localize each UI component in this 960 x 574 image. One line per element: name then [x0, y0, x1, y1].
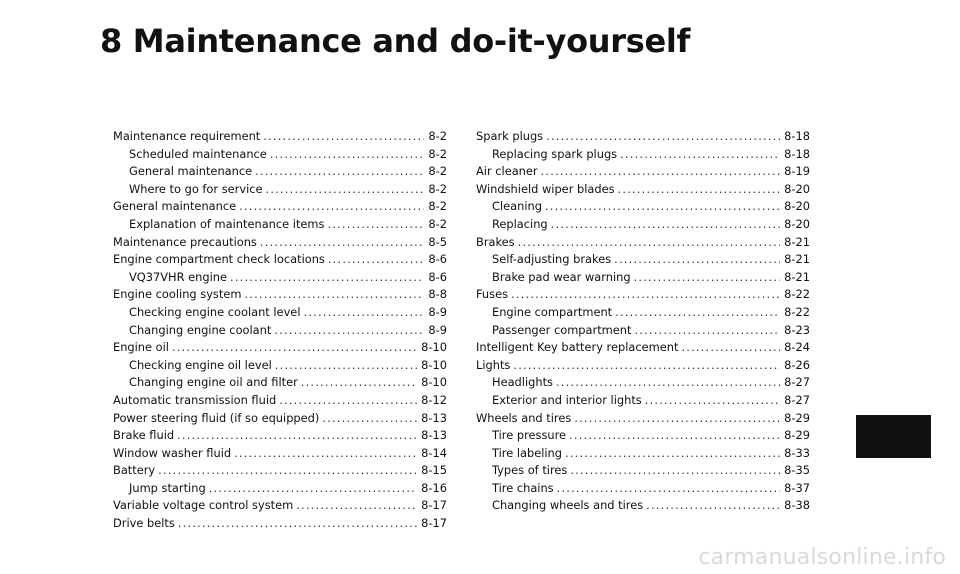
toc-entry-page: 8-27: [784, 392, 810, 407]
toc-entry[interactable]: [476, 462, 810, 480]
toc-dot-leader: [172, 339, 417, 357]
toc-entry-label: Fuses: [476, 287, 509, 302]
toc-entry-label: Jump starting: [129, 480, 206, 495]
toc-dot-leader: [266, 181, 425, 199]
toc-entry[interactable]: [476, 374, 810, 392]
toc-entry-page: 8-15: [421, 463, 447, 478]
toc-dot-leader: [275, 357, 417, 375]
toc-entry[interactable]: [113, 392, 447, 410]
toc-entry[interactable]: [476, 410, 810, 428]
toc-right-column: [476, 128, 810, 515]
toc-dot-leader: [230, 269, 424, 287]
toc-entry[interactable]: [476, 445, 810, 463]
toc-entry-page: 8-19: [784, 164, 810, 179]
toc-entry-label: General maintenance: [113, 199, 237, 214]
toc-entry[interactable]: [476, 427, 810, 445]
toc-entry-page: 8-5: [428, 234, 447, 249]
toc-entry[interactable]: [113, 128, 447, 146]
toc-entry-label: Replacing spark plugs: [492, 146, 618, 161]
toc-dot-leader: [513, 357, 780, 375]
toc-entry[interactable]: [113, 357, 447, 375]
toc-dot-leader: [618, 181, 781, 199]
toc-entry[interactable]: [476, 163, 810, 181]
toc-entry-page: 8-16: [421, 480, 447, 495]
toc-dot-leader: [511, 286, 780, 304]
toc-dot-leader: [328, 251, 425, 269]
toc-entry[interactable]: [113, 410, 447, 428]
toc-entry-label: Engine compartment: [492, 304, 613, 319]
toc-entry-label: Replacing: [492, 216, 548, 231]
toc-entry[interactable]: [113, 163, 447, 181]
toc-entry-label: Brakes: [476, 234, 515, 249]
toc-entry-page: 8-9: [428, 322, 447, 337]
toc-entry[interactable]: [113, 286, 447, 304]
toc-dot-leader: [177, 427, 417, 445]
toc-entry-label: Explanation of maintenance items: [129, 216, 325, 231]
toc-entry-label: Changing engine coolant: [129, 322, 272, 337]
toc-dot-leader: [556, 374, 780, 392]
toc-entry-label: Brake fluid: [113, 428, 175, 443]
toc-entry-label: Intelligent Key battery replacement: [476, 340, 679, 355]
toc-entry-label: Maintenance requirement: [113, 129, 261, 143]
toc-dot-leader: [569, 427, 780, 445]
toc-entry[interactable]: [113, 251, 447, 269]
toc-entry-label: Self-adjusting brakes: [492, 252, 612, 267]
toc-entry[interactable]: [476, 392, 810, 410]
toc-entry[interactable]: [113, 339, 447, 357]
toc-dot-leader: [270, 146, 425, 164]
toc-entry-page: 8-13: [421, 410, 447, 425]
toc-entry[interactable]: [476, 128, 810, 146]
toc-entry[interactable]: [113, 374, 447, 392]
chapter-title: 8 Maintenance and do-it-yourself: [100, 22, 691, 60]
toc-entry-page: 8-18: [784, 146, 810, 161]
toc-entry-page: 8-10: [421, 375, 447, 390]
toc-entry[interactable]: [476, 234, 810, 252]
toc-entry-page: 8-20: [784, 181, 810, 196]
toc-entry[interactable]: [476, 181, 810, 199]
toc-entry[interactable]: [476, 269, 810, 287]
toc-entry-page: 8-2: [428, 216, 447, 231]
toc-entry[interactable]: [476, 198, 810, 216]
toc-entry[interactable]: [476, 286, 810, 304]
toc-entry-page: 8-29: [784, 410, 810, 425]
toc-dot-leader: [570, 462, 780, 480]
watermark: carmanualsonline.info: [698, 545, 946, 570]
toc-entry-label: Window washer fluid: [113, 445, 232, 460]
toc-entry-label: Wheels and tires: [476, 410, 572, 425]
toc-entry[interactable]: [113, 497, 447, 515]
toc-dot-leader: [255, 163, 424, 181]
toc-dot-leader: [557, 480, 781, 498]
toc-entry-label: VQ37VHR engine: [129, 269, 227, 284]
toc-entry-page: 8-10: [421, 357, 447, 372]
toc-entry[interactable]: [476, 357, 810, 375]
toc-dot-leader: [301, 374, 417, 392]
toc-dot-leader: [279, 392, 417, 410]
toc-dot-leader: [322, 410, 417, 428]
toc-entry-label: General maintenance: [129, 164, 253, 179]
toc-entry[interactable]: [476, 339, 810, 357]
toc-entry-page: 8-6: [428, 252, 447, 267]
toc-entry-page: 8-22: [784, 304, 810, 319]
toc-dot-leader: [551, 216, 780, 234]
toc-entry[interactable]: [113, 146, 447, 164]
toc-entry-label: Exterior and interior lights: [492, 392, 642, 407]
toc-left-column: [113, 128, 447, 533]
toc-entry-label: Changing wheels and tires: [492, 498, 644, 513]
toc-entry-page: 8-38: [784, 498, 810, 513]
toc-entry-label: Maintenance precautions: [113, 234, 257, 249]
toc-entry-page: 8-6: [428, 269, 447, 284]
toc-entry-page: 8-2: [428, 181, 447, 196]
chapter-tab: [856, 415, 931, 458]
toc-entry-label: Changing engine oil and filter: [129, 375, 298, 390]
toc-dot-leader: [645, 392, 780, 410]
toc-dot-leader: [565, 445, 780, 463]
toc-dot-leader: [646, 497, 780, 515]
toc-entry-label: Scheduled maintenance: [129, 146, 267, 161]
toc-dot-leader: [615, 304, 780, 322]
toc-entry-page: 8-17: [421, 498, 447, 513]
toc-entry-page: 8-23: [784, 322, 810, 337]
toc-entry-page: 8-20: [784, 199, 810, 214]
toc-entry-page: 8-21: [784, 252, 810, 267]
toc-dot-leader: [178, 515, 417, 533]
toc-dot-leader: [239, 198, 424, 216]
toc-entry[interactable]: [113, 445, 447, 463]
toc-entry[interactable]: [476, 251, 810, 269]
toc-entry-page: 8-14: [421, 445, 447, 460]
toc-dot-leader: [545, 198, 780, 216]
toc-entry-page: 8-17: [421, 516, 447, 531]
toc-entry-page: 8-21: [784, 234, 810, 249]
toc-entry-page: 8-8: [428, 287, 447, 302]
toc-entry[interactable]: [476, 216, 810, 234]
toc-dot-leader: [634, 269, 781, 287]
toc-entry-page: 8-18: [784, 129, 810, 143]
toc-entry-label: Types of tires: [492, 463, 568, 478]
toc-entry[interactable]: [476, 480, 810, 498]
toc-dot-leader: [209, 480, 417, 498]
toc-entry[interactable]: [113, 515, 447, 533]
toc-entry-label: Drive belts: [113, 516, 175, 531]
toc-dot-leader: [518, 234, 781, 252]
toc-entry-page: 8-26: [784, 357, 810, 372]
toc-entry-label: Engine compartment check locations: [113, 252, 325, 267]
toc-dot-leader: [541, 163, 781, 181]
toc-entry[interactable]: [113, 198, 447, 216]
toc-entry[interactable]: [476, 322, 810, 340]
toc-dot-leader: [244, 286, 424, 304]
toc-entry-page: 8-24: [784, 340, 810, 355]
toc-dot-leader: [260, 234, 425, 252]
toc-entry[interactable]: [113, 181, 447, 199]
toc-entry-label: Tire chains: [492, 480, 554, 495]
toc-entry-label: Checking engine coolant level: [129, 304, 301, 319]
toc-entry-label: Passenger compartment: [492, 322, 632, 337]
toc-entry-label: Cleaning: [492, 199, 542, 214]
toc-entry-page: 8-10: [421, 340, 447, 355]
toc-entry-label: Automatic transmission fluid: [113, 392, 277, 407]
toc-entry-page: 8-2: [428, 129, 447, 143]
toc-entry-page: 8-22: [784, 287, 810, 302]
toc-entry-label: Engine oil: [113, 340, 169, 355]
toc-entry[interactable]: [113, 462, 447, 480]
toc-entry-label: Tire pressure: [492, 428, 567, 443]
toc-entry-page: 8-2: [428, 146, 447, 161]
toc-dot-leader: [234, 445, 417, 463]
toc-entry[interactable]: [113, 234, 447, 252]
toc-dot-leader: [274, 322, 424, 340]
toc-entry-page: 8-27: [784, 375, 810, 390]
toc-entry-label: Variable voltage control system: [113, 498, 294, 513]
toc-dot-leader: [614, 251, 780, 269]
toc-entry-label: Spark plugs: [476, 129, 544, 143]
toc-entry[interactable]: [476, 304, 810, 322]
toc-dot-leader: [574, 410, 780, 428]
toc-entry-page: 8-13: [421, 428, 447, 443]
toc-entry[interactable]: [476, 146, 810, 164]
toc-entry-label: Engine cooling system: [113, 287, 242, 302]
toc-entry-label: Air cleaner: [476, 164, 538, 179]
toc-entry[interactable]: [113, 427, 447, 445]
toc-entry-label: Brake pad wear warning: [492, 269, 631, 284]
toc-entry-page: 8-29: [784, 428, 810, 443]
toc-entry-label: Checking engine oil level: [129, 357, 272, 372]
toc-entry-label: Power steering fluid (if so equipped): [113, 410, 320, 425]
toc-entry-label: Lights: [476, 357, 511, 372]
toc-entry-label: Windshield wiper blades: [476, 181, 615, 196]
toc-entry[interactable]: [113, 269, 447, 287]
toc-entry-label: Headlights: [492, 375, 553, 390]
toc-entry-page: 8-35: [784, 463, 810, 478]
toc-dot-leader: [158, 462, 417, 480]
toc-entry-label: Tire labeling: [492, 445, 562, 460]
toc-dot-leader: [296, 497, 417, 515]
toc-entry-page: 8-33: [784, 445, 810, 460]
toc-entry[interactable]: [113, 304, 447, 322]
toc-entry-page: 8-2: [428, 199, 447, 214]
toc-entry-page: 8-12: [421, 392, 447, 407]
toc-dot-leader: [546, 128, 780, 146]
toc-entry[interactable]: [476, 497, 810, 515]
toc-entry[interactable]: [113, 480, 447, 498]
toc-dot-leader: [327, 216, 424, 234]
toc-entry[interactable]: [113, 216, 447, 234]
toc-entry-page: 8-9: [428, 304, 447, 319]
toc-dot-leader: [263, 128, 424, 146]
toc-dot-leader: [634, 322, 780, 340]
toc-entry-page: 8-37: [784, 480, 810, 495]
toc-entry-page: 8-2: [428, 164, 447, 179]
toc-entry[interactable]: [113, 322, 447, 340]
toc-dot-leader: [303, 304, 424, 322]
toc-dot-leader: [681, 339, 780, 357]
toc-dot-leader: [620, 146, 780, 164]
toc-entry-page: 8-20: [784, 216, 810, 231]
toc-entry-page: 8-21: [784, 269, 810, 284]
toc-entry-label: Where to go for service: [129, 181, 263, 196]
toc-entry-label: Battery: [113, 463, 156, 478]
